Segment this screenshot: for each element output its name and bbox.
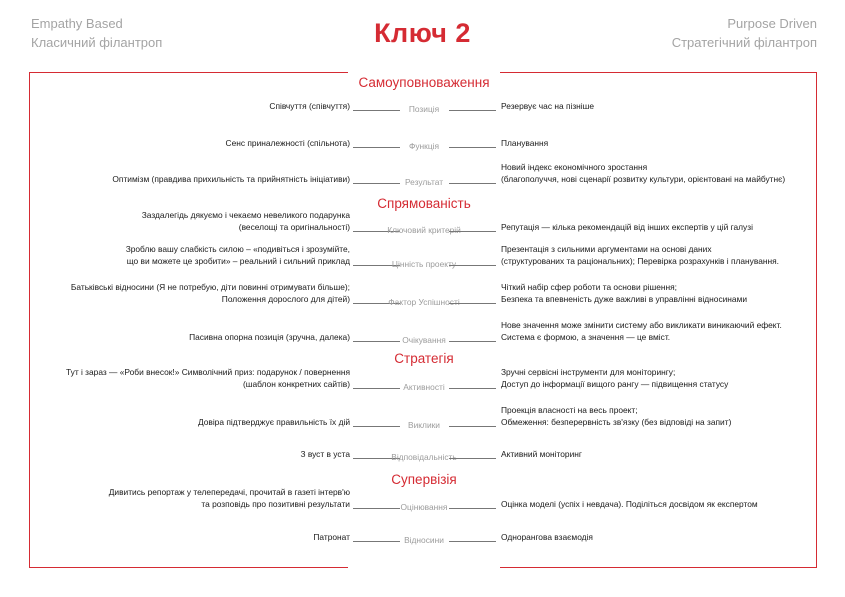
criterion-label: Позиція <box>408 104 440 114</box>
classic-philanthropist-label: Класичний філантроп <box>31 35 163 50</box>
classic-value-line: та розповідь про позитивні результати <box>201 498 350 509</box>
comparison-row <box>0 487 845 511</box>
strategic-value <box>501 532 821 544</box>
connector-line-right <box>449 426 496 427</box>
classic-value <box>20 449 350 461</box>
right-corner-labels <box>672 14 817 52</box>
strategic-value <box>501 222 821 234</box>
section-heading: Самоуповноваження <box>350 74 498 92</box>
criterion-label: Фактор Успішності <box>388 297 460 307</box>
strategic-value-line: Резервує час на пізніше <box>501 101 595 111</box>
strategic-value-line: Безпека та впевненість дуже важливі в управлінні відносинами <box>501 293 748 304</box>
comparison-row <box>0 101 845 113</box>
classic-value-line: Оптимізм (правдива прихильність та прийнятність ініціативи) <box>112 174 350 184</box>
comparison-row <box>0 282 845 306</box>
connector-line-right <box>449 303 496 304</box>
strategic-value-line: Однорангова взаємодія <box>501 532 593 542</box>
classic-value-line: (шаблон конкретних сайтів) <box>242 378 350 389</box>
classic-value-line: що ви можете це зробити» – реальний і сильний приклад <box>126 255 350 266</box>
connector-line-right <box>449 458 496 459</box>
strategic-value-line: (структурованих та раціональних); Перевірка розрахунків і планування. <box>501 255 779 266</box>
strategic-value-line: Зручні сервісні інструменти для моніторингу; <box>501 367 676 377</box>
comparison-row <box>0 532 845 544</box>
comparison-row <box>0 449 845 461</box>
comparison-row <box>0 210 845 234</box>
page-title: Ключ 2 <box>374 18 471 48</box>
strategic-value-line: (благополуччя, нові сценарії розвитку культури, орієнтовані на майбутнє) <box>501 173 786 184</box>
classic-value-line: Співчуття (співчуття) <box>269 101 350 111</box>
criterion-label: Очікування <box>402 335 446 345</box>
strategic-value-line: Нове значення може змінити систему або викликати виникаючий ефект. <box>501 320 782 330</box>
connector-line-right <box>449 341 496 342</box>
empathy-based-label: Empathy Based <box>31 16 123 31</box>
strategic-value <box>501 320 821 343</box>
classic-value <box>20 532 350 544</box>
criterion-label: Ключовий критерій <box>387 225 461 235</box>
strategic-value-line: Презентація з сильними аргументами на основі даних <box>501 244 712 254</box>
classic-value-line: З вуст в уста <box>300 449 350 459</box>
strategic-value <box>501 101 821 113</box>
classic-value-line: (веселощі та оригінальності) <box>238 221 350 232</box>
classic-value-line: Батьківські відносини (Я не потребую, діти повинні отримувати більше); <box>70 282 350 292</box>
classic-value <box>20 487 350 510</box>
purpose-driven-label: Purpose Driven <box>727 16 817 31</box>
classic-value-line: Тут і зараз — «Роби внесок!» Символічний приз: подарунок / повернення <box>65 367 350 377</box>
comparison-row <box>0 138 845 150</box>
strategic-value-line: Проекція власності на весь проект; <box>501 405 638 415</box>
criterion-label: Виклики <box>408 420 440 430</box>
strategic-value-line: Обмеження: безперервність зв'язку (без відповіді на запит) <box>501 416 732 427</box>
strategic-value-line: Планування <box>501 138 549 148</box>
connector-line-right <box>449 110 496 111</box>
criterion-label: Відповідальність <box>391 452 457 462</box>
classic-value <box>20 210 350 233</box>
classic-value-line: Дивитись репортаж у телепередачі, прочитай в газеті інтерв'ю <box>108 487 350 497</box>
strategic-value-line: Оцінка моделі (успіх і невдача). Поділіться досвідом як експертом <box>501 499 758 509</box>
section-heading: Спрямованість <box>350 195 498 213</box>
classic-value <box>20 101 350 113</box>
strategic-value-line: Активний моніторинг <box>501 449 582 459</box>
classic-value <box>20 417 350 429</box>
strategic-value-line: Доступ до інформації вищого рангу — підвищення статусу <box>501 378 729 389</box>
strategic-value-line: Чіткий набір сфер роботи та основи рішення; <box>501 282 678 292</box>
criterion-label: Результат <box>404 177 444 187</box>
strategic-value-line: Репутація — кілька рекомендацій від інших експертів у цій галузі <box>501 222 753 232</box>
connector-line-right <box>449 541 496 542</box>
strategic-value <box>501 405 821 428</box>
classic-value-line: Патронат <box>313 532 350 542</box>
classic-value <box>20 332 350 344</box>
classic-value <box>20 138 350 150</box>
connector-line-right <box>449 508 496 509</box>
classic-value <box>20 244 350 267</box>
classic-value-line: Довіра підтверджує правильність їх дій <box>197 417 350 427</box>
connector-line-right <box>449 183 496 184</box>
strategic-value <box>501 367 821 390</box>
criterion-label: Цінність проекту <box>391 259 457 269</box>
classic-value <box>20 174 350 186</box>
connector-line-right <box>449 265 496 266</box>
strategic-value-line: Новий індекс економічного зростання <box>501 162 648 172</box>
criterion-label: Оцінювання <box>400 502 448 512</box>
classic-value-line: Сенс приналежності (спільнота) <box>225 138 350 148</box>
strategic-value <box>501 244 821 267</box>
strategic-value <box>501 162 821 185</box>
criterion-label: Функція <box>408 141 440 151</box>
strategic-value <box>501 282 821 305</box>
comparison-row <box>0 244 845 268</box>
comparison-row <box>0 405 845 429</box>
criterion-label: Відносини <box>404 535 444 545</box>
section-heading: Стратегія <box>350 350 498 368</box>
strategic-value <box>501 499 821 511</box>
classic-value-line: Зроблю вашу слабкість силою – «подивіться і зрозумійте, <box>125 244 350 254</box>
strategic-value-line: Система є формою, а значення — це вміст. <box>501 331 671 342</box>
comparison-row <box>0 367 845 391</box>
connector-line-right <box>449 231 496 232</box>
classic-value <box>20 367 350 390</box>
connector-line-right <box>449 147 496 148</box>
strategic-value <box>501 449 821 461</box>
classic-value-line: Заздалегідь дякуємо і чекаємо невеликого подарунка <box>141 210 350 220</box>
section-heading: Супервізія <box>350 471 498 489</box>
strategic-value <box>501 138 821 150</box>
comparison-row <box>0 162 845 186</box>
classic-value <box>20 282 350 305</box>
classic-value-line: Положення дорослого для дітей) <box>221 293 350 304</box>
classic-value-line: Пасивна опорна позиція (зручна, далека) <box>189 332 350 342</box>
connector-line-right <box>449 388 496 389</box>
comparison-row <box>0 320 845 344</box>
strategic-philanthropist-label: Стратегічний філантроп <box>671 35 817 50</box>
criterion-label: Активності <box>403 382 445 392</box>
